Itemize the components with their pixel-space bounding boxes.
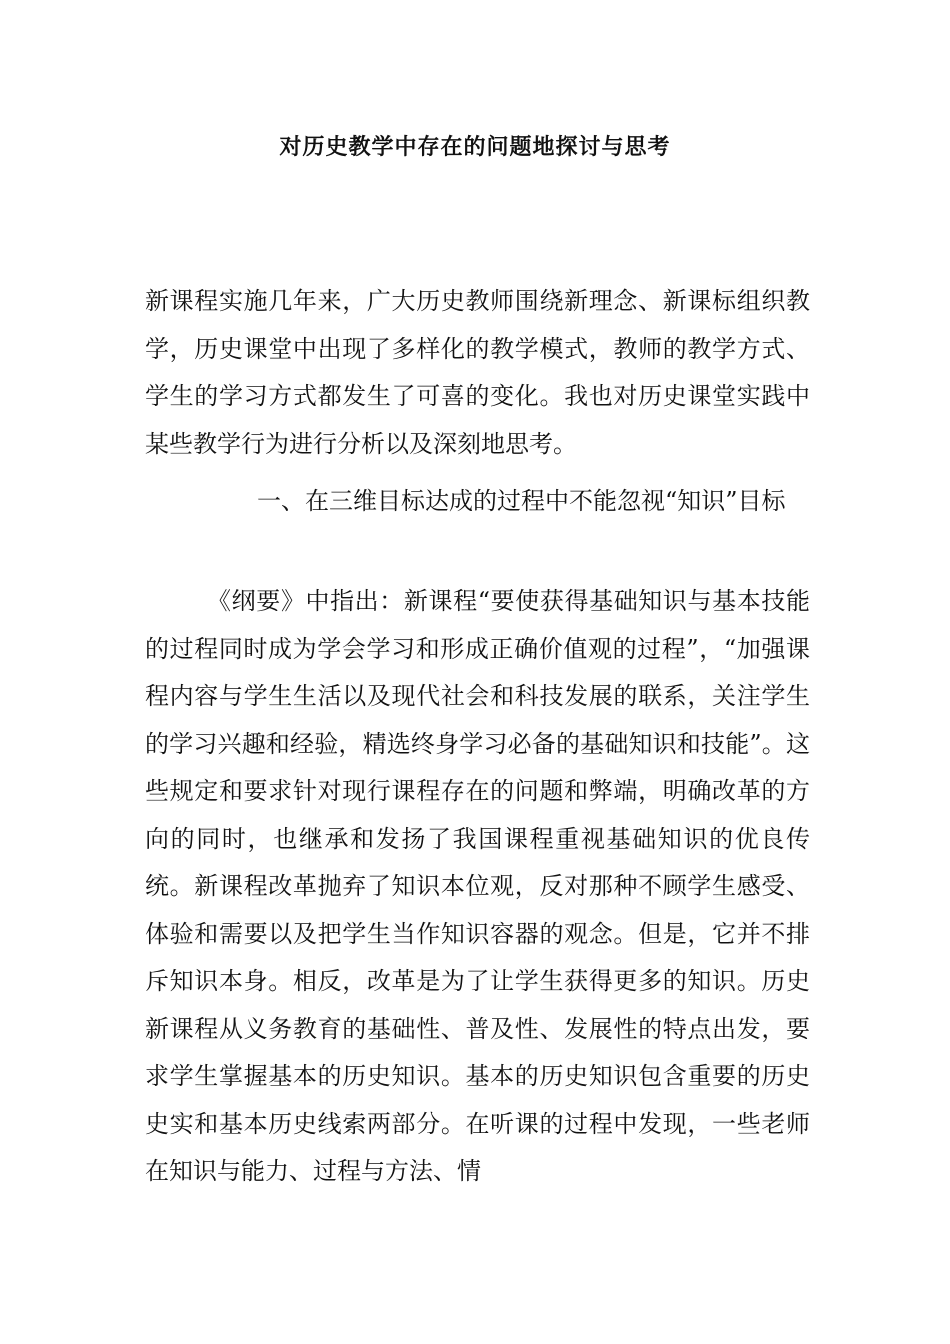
document-title: 对历史教学中存在的问题地探讨与思考 xyxy=(279,135,671,160)
intro-paragraph: 新课程实施几年来，广大历史教师围绕新理念、新课标组织教学，历史课堂中出现了多样化的教学模式，教师的教学方式、学生的学习方式都发生了可喜的变化。我也对历史课堂实践中某些教学行为进行分析以及深刻地思考。 xyxy=(145,287,810,458)
section-paragraph: 《纲要》中指出：新课程“要使获得基础知识与基本技能的过程同时成为学会学习和形成正确价值观的过程”，“加强课程内容与学生生活以及现代社会和科技发展的联系，关注学生的学习兴趣和经验，精选终身学习必备的基础知识和技能”。这些规定和要求针对现行课程存在的问题和弊端，明确改革的方向的同时，也继承和发扬了我国课程重视基础知识的优良传统。新课程改革抛弃了知识本位观，反对那种不顾学生感受、体验和需要以及把学生当作知识容器的观念。但是，它并不排斥知识本身。相反，改革是为了让学生获得更多的知识。历史新课程从义务教育的基础性、普及性、发展性的特点出发，要求学生掌握基本的历史知识。基本的历史知识包含重要的历史史实和基本历史线索两部分。在听课的过程中发现，一些老师在知识与能力、过程与方法、情 xyxy=(145,587,810,1185)
section-heading: 一、在三维目标达成的过程中不能忽视“知识”目标 xyxy=(257,487,786,515)
